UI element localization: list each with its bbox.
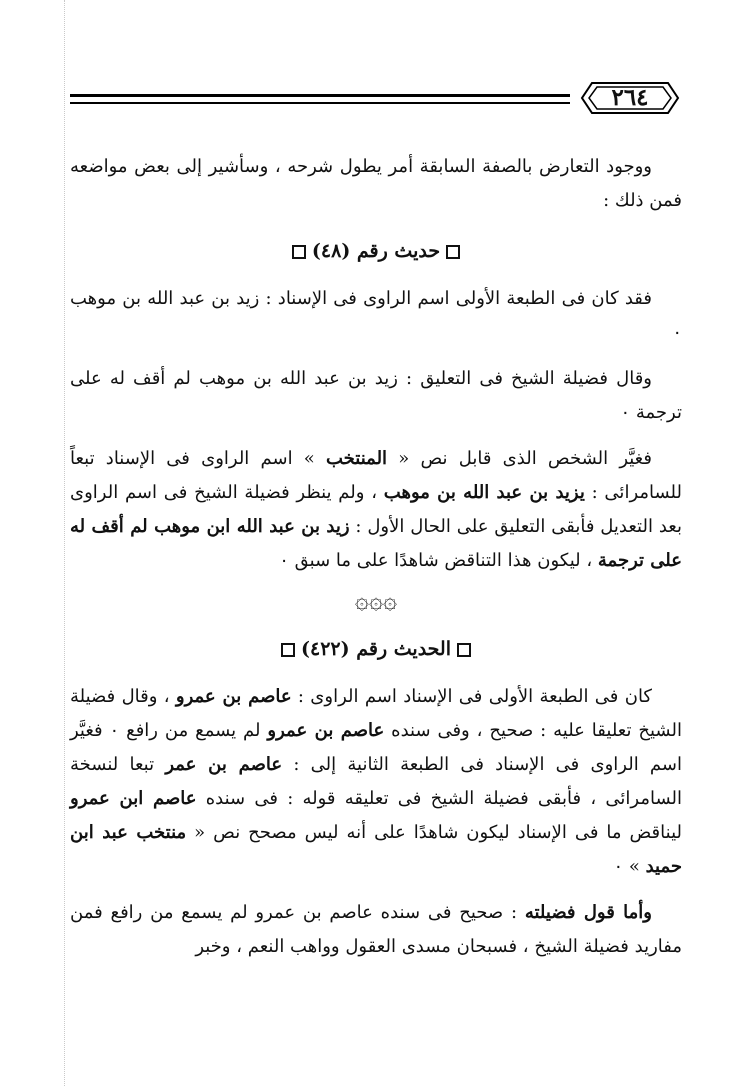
bold-run: عاصم ابن عمرو	[70, 788, 197, 809]
page-number-badge	[580, 80, 680, 116]
text-run: » اسم الراوى فى الإسناد تبعاً للسامرائى :	[70, 448, 683, 503]
heading-text: حديث رقم (٤٨)	[311, 240, 441, 262]
bold-run: يزيد بن عبد الله بن موهب	[383, 482, 585, 503]
page-header	[70, 78, 680, 122]
bold-run: زيد بن عبد الله ابن موهب لم أقف له على ترجمة	[70, 516, 682, 571]
square-bullet-icon	[281, 643, 295, 657]
text-run: ، ولم ينظر فضيلة الشيخ فى اسم الراوى بعد التعديل فأبقى التعليق على الحال الأول :	[70, 482, 682, 537]
text-run: لم يسمع من رافع ٠ فغيَّر اسم الراوى فى الإسناد فى الطبعة الثانية إلى :	[70, 720, 682, 775]
page-body	[70, 150, 682, 964]
hadith-heading-422	[70, 632, 682, 666]
square-bullet-icon	[457, 643, 471, 657]
header-rule-thick	[70, 94, 570, 97]
paragraph-conclusion	[70, 896, 682, 964]
heading-text: الحديث رقم (٤٢٢)	[301, 638, 451, 660]
bold-run: عاصم بن عمرو	[175, 686, 292, 707]
bold-run: المنتخب	[326, 448, 388, 469]
text-run: فغيَّر الشخص الذى قابل نص «	[398, 448, 652, 469]
text-run: » ٠	[613, 856, 640, 877]
paragraph-comment: وقال فضيلة الشيخ فى التعليق : زيد بن عبد الله بن موهب لم أقف له على ترجمة ٠	[70, 368, 682, 423]
hadith-heading-48	[70, 234, 682, 268]
bold-run: وأما قول فضيلته	[524, 902, 652, 923]
page-number: ٢٦٤	[611, 84, 649, 111]
section-ornament-icon: ۞۞۞	[354, 586, 398, 614]
header-rule-thin	[70, 102, 570, 104]
paragraph-intro: ووجود التعارض بالصفة السابقة أمر يطول شرحه ، وسأشير إلى بعض مواضعه فمن ذلك :	[70, 156, 682, 211]
text-run: ، ليكون هذا التناقض شاهدًا على ما سبق ٠	[279, 550, 593, 571]
square-bullet-icon	[292, 245, 306, 259]
bold-run: عاصم بن عمر	[165, 754, 283, 775]
square-bullet-icon	[446, 245, 460, 259]
text-run: ليناقض ما فى الإسناد ليكون شاهدًا على أنه ليس مصحح نص «	[194, 822, 682, 843]
paragraph-first-edition: فقد كان فى الطبعة الأولى اسم الراوى فى الإسناد : زيد بن عبد الله بن موهب ٠	[70, 288, 682, 343]
text-run: كان فى الطبعة الأولى فى الإسناد اسم الراوى :	[297, 686, 652, 707]
text-run: : صحيح فى سنده عاصم بن عمرو لم يسمع من رافع فمن مفاريد فضيلة الشيخ ، فسبحان مسدى العقول وواهب النعم ، وخبر	[70, 902, 682, 957]
bold-run: عاصم بن عمرو	[267, 720, 385, 741]
paragraph-asim	[70, 680, 682, 884]
text-run: ، وقال فضيلة الشيخ تعليقا عليه : صحيح ، وفى سنده	[70, 686, 682, 741]
text-run: تبعا لنسخة السامرائى ، فأبقى فضيلة الشيخ فى تعليقه قوله : فى سنده	[70, 754, 682, 809]
paragraph-change	[70, 442, 682, 578]
bold-run: منتخب عبد ابن حميد	[70, 822, 682, 877]
scan-margin-line	[64, 0, 65, 1086]
